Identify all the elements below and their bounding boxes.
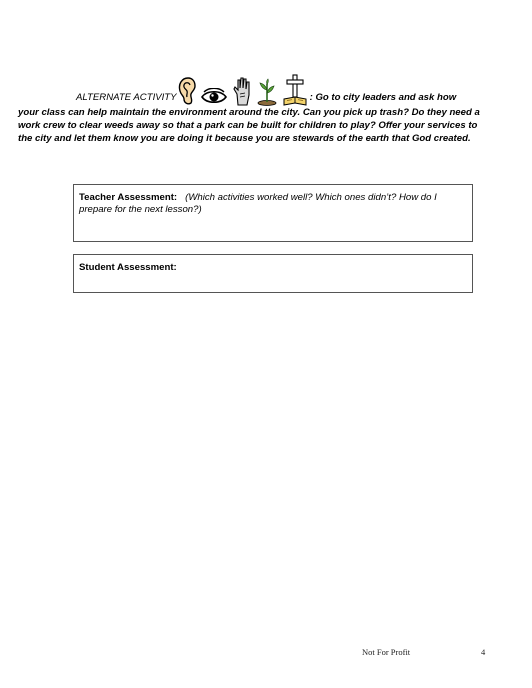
student-assessment-title: Student Assessment: — [79, 262, 177, 273]
activity-body-text: your class can help maintain the environment around the city. Can you pick up trash? Do they need a work crew to clear weeds away so that a park can be built for children to play? Offer your services to the city and let them know you are doing it because you are stewards of the earth that God created. — [18, 107, 480, 144]
footer-page-number: 4 — [481, 647, 486, 657]
teacher-assessment-box[interactable] — [73, 184, 473, 242]
ear-icon — [178, 76, 196, 106]
sprout-icon — [256, 78, 278, 106]
activity-intro-text: : Go to city leaders and ask how — [309, 92, 457, 103]
cross-bible-icon — [282, 74, 308, 106]
teacher-assessment-note: (Which activities worked well? Which ones didn’t? How do I prepare for the next lesson?) — [79, 192, 437, 215]
alternate-activity-section — [18, 70, 490, 145]
eye-icon — [200, 88, 228, 106]
senses-icon-strip — [178, 74, 308, 106]
hand-icon — [232, 76, 252, 106]
footer-not-for-profit: Not For Profit — [362, 647, 411, 657]
teacher-assessment-title: Teacher Assessment: — [79, 192, 178, 203]
activity-heading-line — [18, 70, 490, 106]
alternate-activity-label: ALTERNATE ACTIVITY — [76, 92, 177, 103]
student-assessment-box[interactable] — [73, 254, 473, 293]
